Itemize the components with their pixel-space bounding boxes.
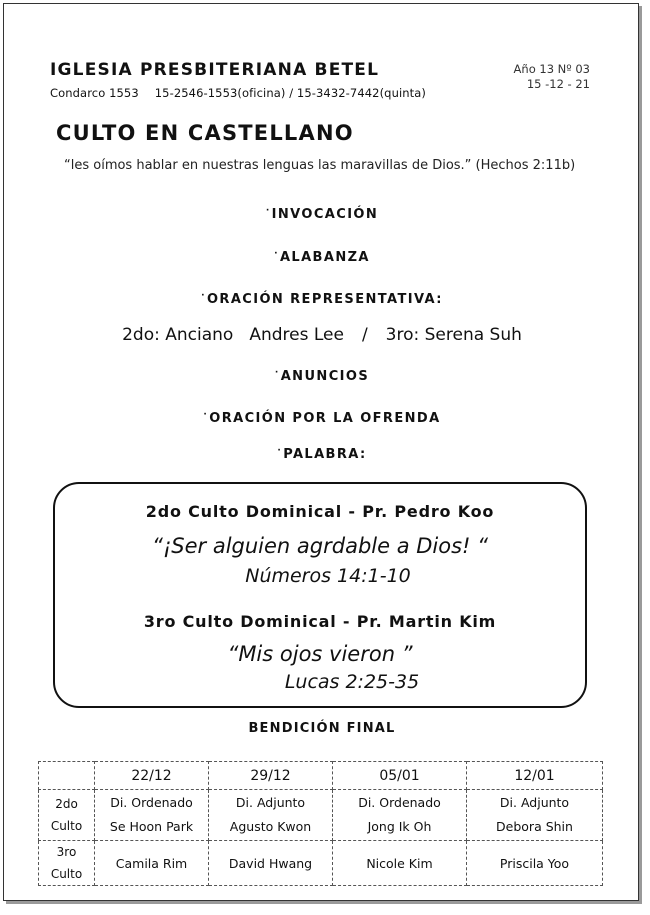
bullet-dot: · [265,206,271,216]
table-cell [209,790,333,841]
table-cell [467,790,603,841]
bullet-dot: · [201,291,206,301]
duty-person: Debora Shin [496,819,573,834]
bullet-dot: · [203,410,209,420]
church-address: Condarco 1553 [50,86,139,100]
church-phones: 15-2546-1553(oficina) / 15-3432-7442(quinta) [154,86,426,100]
table-cell [95,841,209,886]
table-cell [95,790,209,841]
sermon-box [53,482,587,708]
duty-person: Jong Ik Oh [367,819,432,834]
sermon-heading: 2do Culto Dominical - Pr. Pedro Koo [145,502,495,521]
order-oracion-representativa [4,291,640,307]
sermon-title: “Mis ojos vieron ” [227,642,413,666]
church-contact [50,86,426,100]
row-label: Culto [50,867,83,881]
table-header-row [39,762,603,790]
prayer-separator: / [361,325,368,345]
prayer-2do-label: 2do: Anciano [122,325,234,345]
sermon-reference: Números 14:1-10 [245,565,411,587]
sermon-heading: 3ro Culto Dominical - Pr. Martin Kim [143,612,497,631]
duty-table [38,761,603,886]
row-label: 2do [55,797,78,811]
prayer-2do-name: Andres Lee [249,325,344,345]
row-label-cell [39,790,95,841]
sermon-title: “¡Ser alguien agrdable a Dios! “ [151,534,489,558]
issue-date: 15 -12 - 21 [526,77,590,91]
order-label: ANUNCIOS [280,369,370,384]
order-oracion-ofrenda [4,410,640,426]
table-row [39,841,603,886]
sermon-reference: Lucas 2:25-35 [284,671,420,693]
bulletin-page [3,3,639,901]
duty-role: Di. Ordenado [110,795,193,810]
order-label: ORACIÓN POR LA OFRENDA [209,411,441,426]
order-label: INVOCACIÓN [271,207,379,222]
order-label: PALABRA: [283,447,367,462]
table-cell [209,841,333,886]
duty-person: Nicole Kim [366,855,433,871]
row-label-cell [39,841,95,886]
order-label: ORACIÓN REPRESENTATIVA: [206,292,443,307]
table-corner-cell [39,762,95,790]
church-name: IGLESIA PRESBITERIANA BETEL [50,60,380,80]
table-date-header: 22/12 [95,762,209,790]
duty-person: Camila Rim [115,855,188,871]
bullet-dot: · [274,249,279,259]
order-alabanza [4,249,640,265]
duty-role: Di. Ordenado [358,795,441,810]
order-palabra [4,446,640,462]
order-anuncios [4,368,640,384]
duty-person: Priscila Yoo [499,855,570,871]
prayer-3ro: 3ro: Serena Suh [385,325,522,345]
table-date-header: 05/01 [333,762,467,790]
duty-role: Di. Adjunto [235,795,306,810]
order-label: ALABANZA [279,250,370,265]
service-title: CULTO EN CASTELLANO [56,121,354,145]
duty-role: Di. Adjunto [499,795,570,810]
duty-person: Se Hoon Park [109,819,194,834]
duty-person: David Hwang [228,855,313,871]
bullet-dot: · [277,446,283,456]
closing-benediction: BENDICIÓN FINAL [248,721,396,736]
issue-number: Año 13 Nº 03 [513,62,590,76]
table-cell [333,790,467,841]
row-label: 3ro [56,845,77,859]
prayer-assignments [4,325,640,345]
duty-person: Agusto Kwon [229,819,312,834]
issue-info [514,62,590,92]
row-label: Culto [50,819,83,833]
order-invocacion [4,206,640,222]
bullet-dot: · [274,368,280,378]
table-cell [467,841,603,886]
table-date-header: 29/12 [209,762,333,790]
table-cell [333,841,467,886]
table-row [39,790,603,841]
table-date-header: 12/01 [467,762,603,790]
theme-verse: “les oímos hablar en nuestras lenguas las maravillas de Dios.” (Hechos 2:11b) [64,158,576,173]
